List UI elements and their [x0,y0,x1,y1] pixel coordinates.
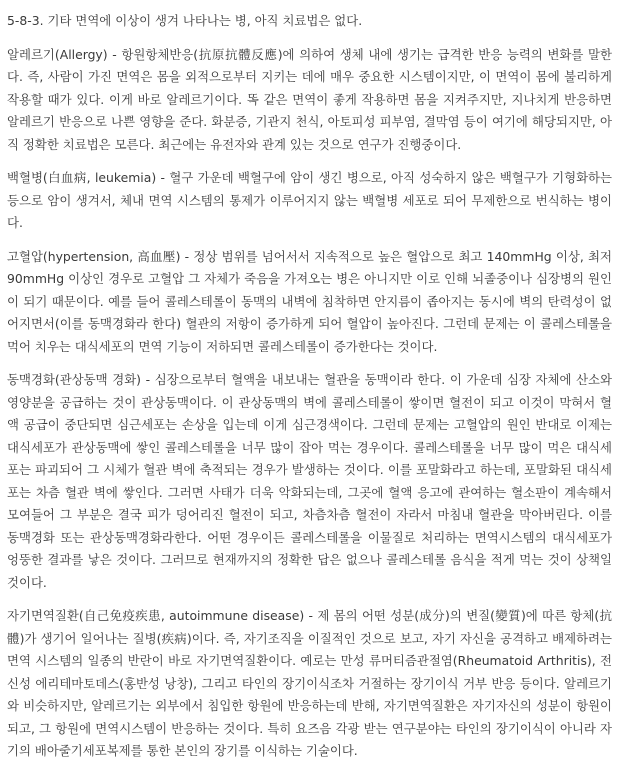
paragraph-autoimmune-disease: 자기면역질환(自己免疫疾患, autoimmune disease) - 제 몸의 어떤 성분(成分)의 변질(變質)에 따른 항체(抗體)가 생기어 일어나는 질병(疾病)이다. 즉, 자기조직을 이질적인 것으로 보고, 자기 자신을 공격하고 배제하려는 면역 시스템의 일종의 반란이 바로 자기면역질환이다. 예로는 만성 류머티즘관절염(Rheumatoid Arthritis), 전신성 에리테마토데스(홍반성 낭창), 그리고 타인의 장기이식조차 거절하는 장기이식 거부 반응 등이다. 알레르기와 비슷하지만, 알레르기는 외부에서 침입한 항원에 반응하는데 반해, 자기면역질환은 자기자신의 성분이 항원이 되고, 그 항원에 면역시스템이 반응하는 것이다. 특히 요즈음 각광 받는 연구분야는 타인의 장기이식이 아니라 자기의 배아줄기세포복제를 통한 본인의 장기를 이식하는 기술이다. [7,608,612,758]
paragraph-hypertension: 고혈압(hypertension, 高血壓) - 정상 범위를 넘어서서 지속적으로 높은 혈압으로 최고 140mmHg 이상, 최저 90mmHg 이상인 경우로 고혈압 그 자체가 죽음을 가져오는 병은 아니지만 이로 인해 뇌졸중이나 심장병의 원인이 되기 때문이다. 예를 들어 콜레스테롤이 동맥의 내벽에 침착하면 안지름이 좁아지는 동시에 벽의 탄력성이 없어지면서(이를 동맥경화라 한다) 혈관의 저항이 증가하게 되어 혈압이 높아진다. 그런데 문제는 이 콜레스테롤을 먹어 치우는 대식세포의 면역 기능이 저하되면 콜레스테롤이 증가한다는 것이다. [7,248,612,354]
section-heading: 5-8-3. 기타 면역에 이상이 생겨 나타나는 병, 아직 치료법은 없다. [7,13,363,28]
paragraph-arteriosclerosis: 동맥경화(관상동맥 경화) - 심장으로부터 혈액을 내보내는 혈관을 동맥이라 한다. 이 가운데 심장 자체에 산소와 영양분을 공급하는 것이 관상동맥이다. 이 관상동맥의 벽에 콜레스테롤이 쌓이면 혈전이 되고 이것이 막혀서 혈액 공급이 중단되면 심근세포는 손상을 입는데 이게 심근경색이다. 그런데 문제는 고혈압의 원인 반대로 이제는 대식세포가 관상동맥에 쌓인 콜레스테롤을 너무 많이 잡아 먹는 경우이다. 콜레스테롤을 너무 많이 먹은 대식세포는 파괴되어 그 시체가 혈관 벽에 축적되는 경우가 발생하는 것이다. 이를 포말화라고 하는데, 포말화된 대식세포는 차츰 혈관 벽에 쌓인다. 그러면 사태가 더욱 악화되는데, 그곳에 혈액 응고에 관여하는 혈소판이 계속해서 모여들어 그 부분은 결국 피가 덩어리진 혈전이 되고, 차츰차츰 혈전이 자라서 마침내 혈관을 막아버린다. 이를 동맥경화 또는 관상동맥경화라한다. 어떤 경우이든 콜레스테롤을 이물질로 처리하는 면역시스템의 대식세포가 엉뚱한 결과를 낳은 것이다. 그러므로 현재까지의 정확한 답은 없으나 콜레스테롤 음식을 적게 먹는 것이 상책일 것이다. [7,372,612,590]
paragraph-allergy: 알레르기(Allergy) - 항원항체반응(抗原抗體反應)에 의하여 생체 내에 생기는 급격한 반응 능력의 변화를 말한다. 즉, 사람이 가진 면역은 몸을 외적으로부터 지키는 데에 매우 중요한 시스템이지만, 이 면역이 몸에 불리하게 작용할 때가 있다. 이게 바로 알레르기이다. 똑 같은 면역이 좋게 작용하면 몸을 지켜주지만, 지나치게 반응하면 알레르기 반응으로 나쁜 영향을 준다. 화분증, 기관지 천식, 아토피성 피부염, 결막염 등이 여기에 해당되지만, 아직 정확한 치료법은 모른다. 최근에는 유전자와 관계 있는 것으로 연구가 진행중이다. [7,46,612,152]
paragraph-leukemia: 백혈병(白血病, leukemia) - 혈구 가운데 백혈구에 암이 생긴 병으로, 아직 성숙하지 않은 백혈구가 기형화하는 등으로 암이 생겨서, 체내 면역 시스템의 통제가 이루어지지 않는 백혈병 세포로 되어 무제한으로 번식하는 병이다. [7,170,612,230]
